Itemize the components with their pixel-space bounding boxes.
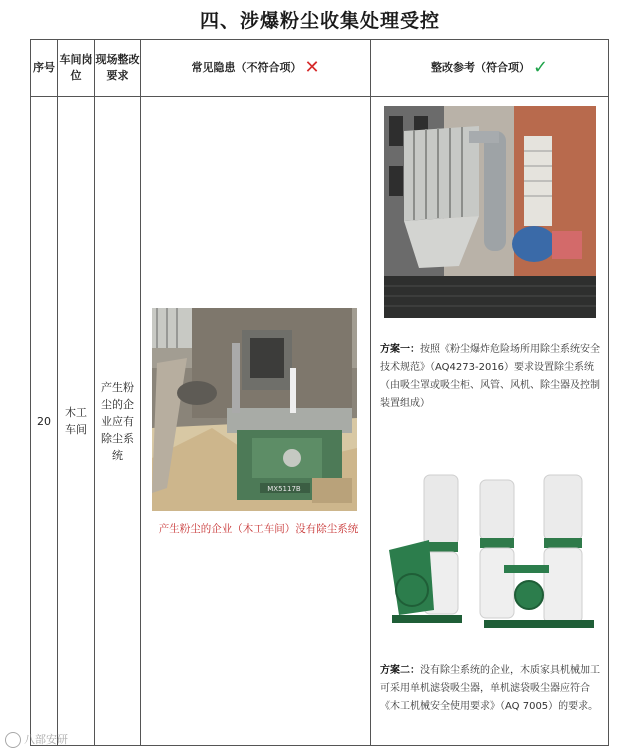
plan-two-text: 没有除尘系统的企业，木质家具机械加工可采用单机滤袋吸尘器，单机滤袋吸尘器应符合《木工机械安全使用要求》（AQ 7005）的要求。 [380,665,600,712]
row-post [58,97,95,746]
header-requirement: 现场整改要求 [95,40,141,97]
plan-one-text: 按照《粉尘爆炸危险场所用除尘系统安全技术规范》（AQ4273-2016）要求设置除尘系统（由吸尘罩或吸尘柜、风管、风机、除尘器及控制装置组成） [380,344,600,409]
hazard-photo [152,308,357,511]
watermark-logo-icon [5,732,21,748]
row-number: 20 [31,97,58,746]
bag-dust-collector-photo [384,470,598,653]
row-post-text: 木工车间 [65,406,87,436]
hazard-caption: 产生粉尘的企业（木工车间）没有除尘系统 [158,523,359,535]
header-post: 车间岗位 [58,40,95,97]
plan-one-heading: 方案一： [380,344,420,355]
header-hazard-label: 常见隐患（不符合项） [191,61,302,74]
machine-label: MX5117B [267,485,301,493]
page-title: 四、涉爆粉尘收集处理受控 [199,10,440,32]
header-reference [371,40,609,97]
row-requirement [95,97,141,746]
dust-collector-system-photo [384,106,596,318]
watermark [5,731,68,748]
header-hazard [141,40,371,97]
cross-icon: ✕ [304,57,320,78]
watermark-text: 八部安研 [24,733,68,746]
plan-two [380,662,602,716]
checkmark-icon: ✓ [532,57,549,78]
table-header-row [31,40,609,97]
plan-one [380,341,602,413]
plan-two-heading: 方案二： [380,665,420,676]
row-requirement-text: 产生粉尘的企业应有除尘系统 [101,380,134,462]
header-no: 序号 [31,40,58,97]
header-reference-label: 整改参考（符合项） [430,61,530,74]
